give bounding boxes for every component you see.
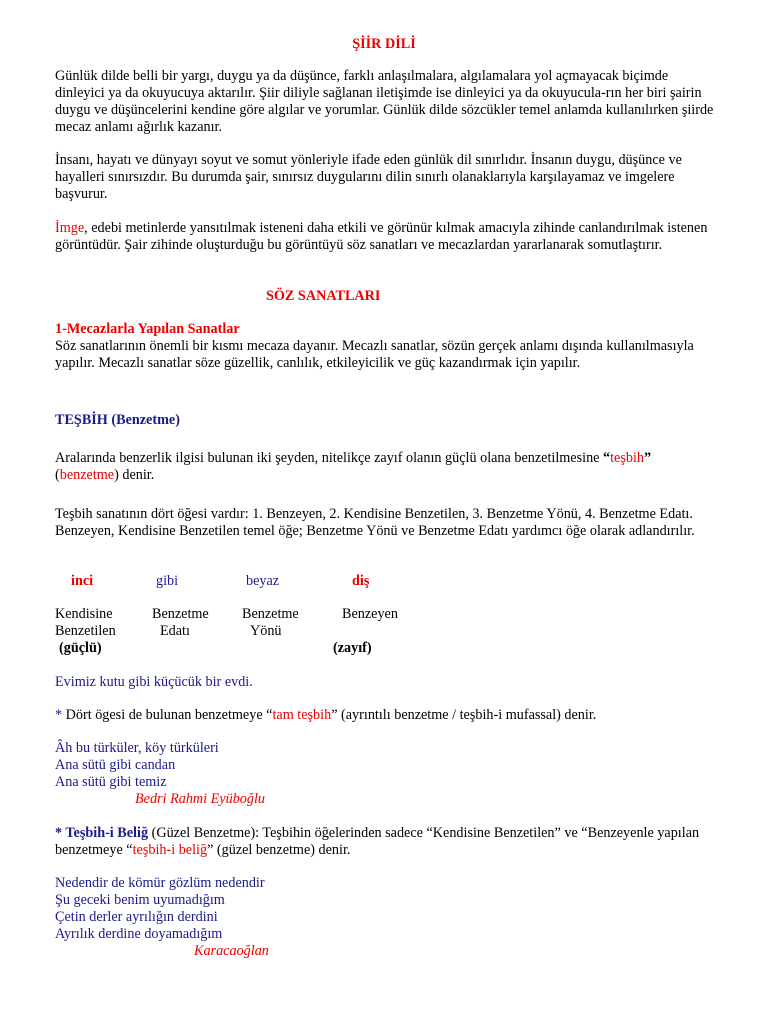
label-guclu: (güçlü) bbox=[59, 640, 102, 656]
label-zayif: (zayıf) bbox=[333, 640, 372, 656]
example-word-beyaz: beyaz bbox=[246, 573, 280, 589]
poem2-line-3: Çetin derler ayrılığın derdini bbox=[55, 909, 218, 925]
belig-heading: * Teşbih-i Beliğ bbox=[55, 825, 149, 841]
paragraph-intro: Günlük dilde belli bir yargı, duygu ya da düşünce, farklı anlaşılmalara, algılamalara yol açmayacak biçimde dinleyici ya da okuyucuya aktarılır. Şiir diliyle sağlanan iletişimde ise dinleyici ya da okuyucula-rın her biri şairin duygu ve düşüncelerini kendine göre algılar ve yorumlar. Günlük dilde sözcükler temel anlamda kullanılırken şiirde mecaz anlamı ağırlık kazanır. bbox=[55, 68, 714, 135]
tesbih-term: teşbih bbox=[610, 450, 644, 466]
poem1-line-3: Ana sütü gibi temiz bbox=[55, 774, 167, 790]
label-benzetilen: Benzetilen bbox=[55, 623, 116, 639]
poem2-line-1: Nedendir de kömür gözlüm nedendir bbox=[55, 875, 265, 891]
label-benzetme-edat: Benzetme bbox=[152, 606, 209, 622]
subsection-title: 1-Mecazlarla Yapılan Sanatlar bbox=[55, 321, 240, 337]
quote-open: “ bbox=[603, 450, 611, 466]
belig-term: teşbih-i beliğ bbox=[132, 842, 208, 858]
paragraph-limits: İnsanı, hayatı ve dünyayı soyut ve somut yönleriyle ifade eden günlük dil sınırlıdır. İnsanın duygu, düşünce ve hayalleri sınırsızdır. Bu durumda şair, sınırsız duygularını dilin sınırlı olanaklarıyla karşılayamaz ve imgelere başvurur. bbox=[55, 152, 682, 202]
label-edati: Edatı bbox=[160, 623, 190, 639]
tesbih-definition bbox=[55, 450, 715, 484]
subsection-text: Söz sanatlarının önemli bir kısmı mecaza dayanır. Mecazlı sanatlar, sözün gerçek anlamı dışında kullanılmasıyla yapılır. Mecazlı sanatlar söze güzellik, canlılık, etkileyicilik ve güç kazandırmak için yapılır. bbox=[55, 338, 694, 371]
imge-definition: , edebi metinlerde yansıtılmak isteneni daha etkili ve görünür kılmak amacıyla zihinde canlandırılmak istenen görüntüdür. Şair zihinde oluşturduğu bu görüntüyü söz sanatları ve mecazlardan yararlanarak somutlaştırır. bbox=[55, 220, 708, 253]
paren-open: ( bbox=[55, 467, 60, 483]
poem2-line-4: Ayrılık derdine doyamadığım bbox=[55, 926, 223, 942]
tam-text: Dört ögesi de bulunan benzetmeye “ bbox=[62, 707, 273, 723]
benzetme-term: benzetme bbox=[59, 467, 115, 483]
tesbih-heading: TEŞBİH (Benzetme) bbox=[55, 412, 180, 428]
paragraph-imge bbox=[55, 220, 715, 254]
label-kendisine: Kendisine bbox=[55, 606, 113, 622]
tesbih-elements: Teşbih sanatının dört öğesi vardır: 1. Benzeyen, 2. Kendisine Benzetilen, 3. Benzetme Yönü, 4. Benzetme Edatı. Benzeyen, Kendisine Benzetilen temel öğe; Benzetme Yönü ve Benzetme Edatı yardımcı öğe olarak adlandırılır. bbox=[55, 506, 695, 539]
star-marker: * bbox=[55, 707, 63, 723]
tam-text-end: ” (ayrıntılı benzetme / teşbih-i mufassal) denir. bbox=[331, 707, 597, 723]
poem2-line-2: Şu geceki benim uyumadığım bbox=[55, 892, 225, 908]
example-sentence: Evimiz kutu gibi küçücük bir evdi. bbox=[55, 674, 253, 690]
label-benzetme-yon: Benzetme bbox=[242, 606, 299, 622]
label-benzeyen: Benzeyen bbox=[342, 606, 398, 622]
imge-term: İmge bbox=[55, 220, 85, 236]
definition-text: Aralarında benzerlik ilgisi bulunan iki şeyden, nitelikçe zayıf olanın güçlü olana benzetilmesine bbox=[55, 450, 604, 466]
poem1-author: Bedri Rahmi Eyüboğlu bbox=[135, 791, 266, 807]
paren-close: ) denir. bbox=[114, 467, 155, 483]
example-word-dis: diş bbox=[352, 573, 370, 589]
example-word-gibi: gibi bbox=[156, 573, 179, 589]
example-word-inci: inci bbox=[71, 573, 94, 589]
page-title: ŞİİR DİLİ bbox=[352, 36, 416, 52]
poem1-line-1: Âh bu türküler, köy türküleri bbox=[55, 740, 219, 756]
poem1-line-2: Ana sütü gibi candan bbox=[55, 757, 176, 773]
tam-tesbih-paragraph bbox=[55, 707, 715, 724]
belig-text-end: ” (güzel benzetme) denir. bbox=[207, 842, 351, 858]
belig-text: (Güzel Benzetme): Teşbihin öğelerinden sadece “Kendisine Benzetilen” ve “Benzeyenle yapılan benzetmeye “ bbox=[55, 825, 700, 858]
tam-tesbih-term: tam teşbih bbox=[272, 707, 332, 723]
section-title: SÖZ SANATLARI bbox=[266, 288, 381, 304]
quote-close: ” bbox=[644, 450, 652, 466]
belig-paragraph bbox=[55, 825, 715, 859]
poem2-author: Karacaoğlan bbox=[194, 943, 269, 959]
label-yonu: Yönü bbox=[250, 623, 282, 639]
